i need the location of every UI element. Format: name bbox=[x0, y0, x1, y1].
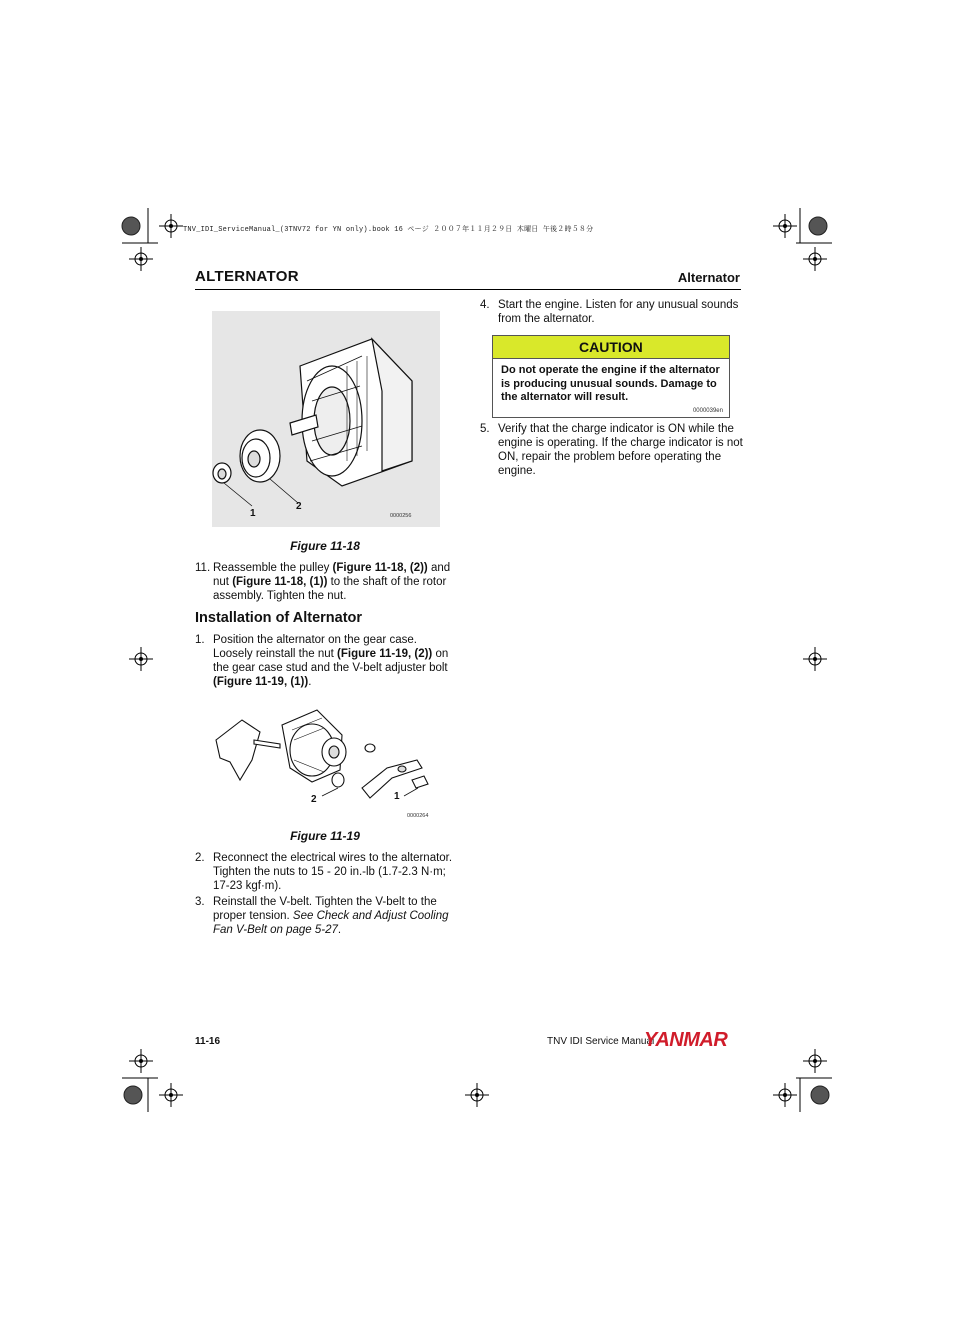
step-text: Position the alternator on the gear case. Loosely reinstall the nut bbox=[213, 634, 417, 660]
figure-11-18 bbox=[212, 311, 440, 527]
step-number: 1. bbox=[195, 634, 205, 646]
step-number: 11. bbox=[195, 562, 211, 574]
step-4 bbox=[480, 298, 742, 328]
figure-ref: (Figure 11-18, (1)) bbox=[232, 576, 328, 588]
callout-2: 2 bbox=[296, 501, 302, 512]
step-text: Reassemble the pulley bbox=[213, 562, 333, 574]
step-3 bbox=[195, 895, 458, 939]
figure-code: 0000256 bbox=[390, 513, 412, 519]
step-text: on the gear case stud and the V-belt adjuster bolt bbox=[213, 648, 449, 674]
step-text: . bbox=[308, 676, 312, 688]
header-rule bbox=[195, 289, 741, 290]
step-number: 4. bbox=[480, 299, 490, 311]
figure-caption: Figure 11-18 bbox=[290, 539, 360, 553]
step-5 bbox=[480, 422, 742, 480]
callout-1: 1 bbox=[394, 791, 400, 802]
step-number: 5. bbox=[480, 423, 490, 435]
figure-11-19 bbox=[212, 700, 440, 825]
step-text: to the shaft of the rotor assembly. Tighten the nut. bbox=[213, 576, 447, 602]
step-number: 2. bbox=[195, 852, 205, 864]
section-header: Alternator bbox=[677, 270, 740, 285]
step-text: . bbox=[337, 924, 342, 936]
step-1 bbox=[195, 633, 458, 691]
cross-reference: See Check and Adjust Cooling Fan V-Belt on page 5-27 bbox=[213, 910, 449, 936]
alternator-install-illustration bbox=[212, 700, 440, 825]
figure-ref: (Figure 11-18, (2)) bbox=[332, 562, 428, 574]
section-heading: Installation of Alternator bbox=[195, 610, 363, 626]
step-text: Reinstall the V-belt. Tighten the V-belt to the proper tension. bbox=[213, 896, 437, 922]
print-info-line: TNV_IDI_ServiceManual_(3TNV72 for YN only).book 16 ページ ２００７年１１月２９日 木曜日 午後２時５８分 bbox=[183, 226, 594, 234]
caution-box bbox=[492, 335, 730, 418]
alternator-pulley-illustration bbox=[212, 311, 440, 527]
step-text: Reconnect the electrical wires to the alternator. Tighten the nuts to 15 - 20 in.-lb (1.7-2.3 N·m; 17-23 kgf·m). bbox=[213, 852, 453, 892]
yanmar-logo bbox=[644, 1028, 744, 1050]
step-11 bbox=[195, 561, 458, 606]
callout-2: 2 bbox=[311, 794, 317, 805]
brand-name: YANMAR bbox=[644, 1029, 728, 1050]
caution-code: 0000039en bbox=[692, 408, 723, 414]
figure-code: 0000264 bbox=[407, 813, 429, 819]
figure-ref: (Figure 11-19, (1)) bbox=[213, 676, 309, 688]
page-number: 11-16 bbox=[195, 1036, 221, 1047]
step-text: Start the engine. Listen for any unusual sounds from the alternator. bbox=[498, 299, 739, 325]
figure-ref: (Figure 11-19, (2)) bbox=[337, 648, 433, 660]
step-text: Verify that the charge indicator is ON while the engine is operating. If the charge indicator is not ON, repair the problem before operating the engine. bbox=[498, 423, 743, 477]
caution-title: CAUTION bbox=[493, 336, 729, 359]
manual-title: TNV IDI Service Manual bbox=[547, 1036, 655, 1047]
step-2 bbox=[195, 851, 458, 895]
step-number: 3. bbox=[195, 896, 205, 908]
figure-caption: Figure 11-19 bbox=[290, 829, 360, 843]
callout-1: 1 bbox=[250, 508, 256, 519]
step-text: and nut bbox=[213, 562, 451, 588]
chapter-title: ALTERNATOR bbox=[195, 268, 299, 285]
caution-text: Do not operate the engine if the alternator is producing unusual sounds. Damage to the alternator will result. bbox=[501, 364, 720, 403]
